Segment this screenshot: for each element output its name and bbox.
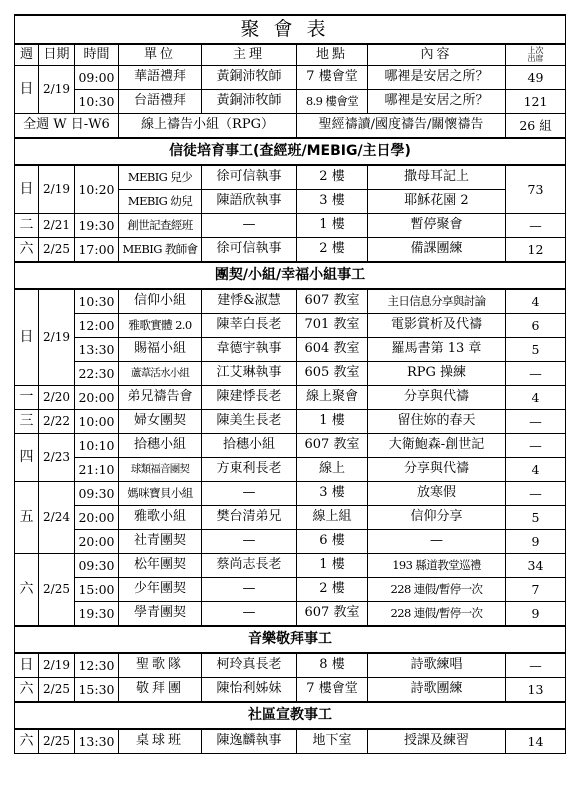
date-cell: 2/25 [39,238,75,263]
schedule-sheet [14,14,565,754]
place-cell: 2 樓 [297,578,368,602]
place-cell: 線上 [297,458,368,482]
unit-cell: 婦女團契 [119,410,202,434]
time-cell: 10:30 [75,90,119,114]
time-cell: 15:30 [75,678,119,703]
table-row [15,653,566,678]
unit-cell: 華語禮拜 [119,66,202,90]
attendance-cell: 7 [506,578,566,602]
day-cell: 六 [15,729,39,754]
content-cell: 信仰分享 [368,506,506,530]
section-row [15,138,566,165]
header-date: 日期 [39,44,75,66]
host-cell: 陳逸麟執事 [202,729,297,754]
attendance-cell: 49 [506,66,566,90]
section-education-heading: 信徒培育事工(查經班/MEBIG/主日學) [15,138,566,165]
place-cell: 8.9 樓會堂 [297,90,368,114]
place-cell: 地下室 [297,729,368,754]
content-cell: 放寒假 [368,482,506,506]
unit-cell: MEBIG 兒少 [119,165,202,190]
host-cell: 柯玲真長老 [202,653,297,678]
host-cell: 韋德宇執事 [202,338,297,362]
place-cell: 701 教室 [297,314,368,338]
attendance-cell: 9 [506,530,566,554]
unit-cell: 蘆葦活水小組 [119,362,202,386]
host-cell: — [202,214,297,238]
weekly-unit-cell: 線上禱告小組（RPG） [119,114,297,139]
date-cell: 2/21 [39,214,75,238]
content-cell: RPG 操練 [368,362,506,386]
table-row [15,602,566,627]
place-cell: 1 樓 [297,214,368,238]
time-cell: 19:30 [75,214,119,238]
header-attendance: 上次 出席 [506,44,566,66]
host-cell: 徐可信執事 [202,238,297,263]
content-cell: 228 連假/暫停一次 [368,602,506,627]
attendance-cell: 121 [506,90,566,114]
date-cell: 2/20 [39,386,75,410]
place-cell: 3 樓 [297,190,368,214]
header-content: 內容 [368,44,506,66]
date-cell: 2/24 [39,482,75,554]
content-cell: 耶穌花園 2 [368,190,506,214]
attendance-cell: — [506,214,566,238]
time-cell: 09:00 [75,66,119,90]
time-cell: 20:00 [75,530,119,554]
host-cell: 江艾琳執事 [202,362,297,386]
host-cell: 陳建悸長老 [202,386,297,410]
header-unit: 單位 [119,44,202,66]
unit-cell: 社青團契 [119,530,202,554]
time-cell: 21:10 [75,458,119,482]
date-cell: 2/22 [39,410,75,434]
place-cell: 607 教室 [297,434,368,458]
header-place: 地點 [297,44,368,66]
day-cell: 一 [15,386,39,410]
attendance-cell: 5 [506,506,566,530]
table-row [15,289,566,314]
place-cell: 7 樓會堂 [297,678,368,703]
section-music-heading: 音樂敬拜事工 [15,626,566,653]
unit-cell: 聖歌隊 [119,653,202,678]
unit-cell: 創世記查經班 [119,214,202,238]
attendance-cell: — [506,482,566,506]
table-row [15,386,566,410]
header-host: 主理 [202,44,297,66]
time-cell: 12:00 [75,314,119,338]
host-cell: 黃銅沛牧師 [202,90,297,114]
attendance-cell: 9 [506,602,566,627]
host-cell: — [202,530,297,554]
table-row [15,338,566,362]
table-row [15,165,566,190]
place-cell: 線上組 [297,506,368,530]
place-cell: 607 教室 [297,289,368,314]
day-cell: 五 [15,482,39,554]
unit-cell: 雅歌小組 [119,506,202,530]
unit-cell: 少年團契 [119,578,202,602]
unit-cell: 賜福小組 [119,338,202,362]
time-cell: 17:00 [75,238,119,263]
table-row [15,434,566,458]
time-cell: 20:00 [75,386,119,410]
content-cell: 哪裡是安居之所？ [368,90,506,114]
content-cell: 授課及練習 [368,729,506,754]
host-cell: 陳莘白長老 [202,314,297,338]
place-cell: 1 樓 [297,554,368,578]
table-row [15,530,566,554]
unit-cell: 敬拜團 [119,678,202,703]
host-cell: 徐可信執事 [202,165,297,190]
host-cell: — [202,602,297,627]
table-row [15,114,566,139]
content-cell: 羅馬書第 13 章 [368,338,506,362]
time-cell: 12:30 [75,653,119,678]
table-row [15,238,566,263]
content-cell: 詩歌練唱 [368,653,506,678]
attendance-cell: — [506,653,566,678]
table-row [15,482,566,506]
attendance-cell: 73 [506,165,566,214]
table-row [15,90,566,114]
attendance-cell: 34 [506,554,566,578]
day-cell: 日 [15,653,39,678]
time-cell: 13:30 [75,729,119,754]
content-cell: 暫停聚會 [368,214,506,238]
section-row [15,702,566,729]
table-row [15,66,566,90]
section-row [15,262,566,289]
place-cell: 605 教室 [297,362,368,386]
attendance-cell: 5 [506,338,566,362]
day-cell: 日 [15,66,39,114]
section-community-heading: 社區宣教事工 [15,702,566,729]
attendance-cell: — [506,434,566,458]
place-cell: 604 教室 [297,338,368,362]
unit-cell: 球類福音團契 [119,458,202,482]
header-row [15,44,566,66]
weekly-when-cell: 全週 W 日-W6 [15,114,119,139]
time-cell: 20:00 [75,506,119,530]
table-row [15,458,566,482]
unit-cell: 雅歌實體 2.0 [119,314,202,338]
host-cell: 陳怡利姊妹 [202,678,297,703]
meeting-table [14,14,566,754]
content-cell: 撒母耳記上 [368,165,506,190]
time-cell: 10:00 [75,410,119,434]
place-cell: 7 樓會堂 [297,66,368,90]
host-cell: 陳美生長老 [202,410,297,434]
host-cell: 建悸&淑慧 [202,289,297,314]
time-cell: 15:00 [75,578,119,602]
time-cell: 09:30 [75,482,119,506]
table-row [15,678,566,703]
day-cell: 四 [15,434,39,482]
content-cell: 228 連假/暫停一次 [368,578,506,602]
place-cell: 線上聚會 [297,386,368,410]
unit-cell: 拾穗小組 [119,434,202,458]
host-cell: — [202,482,297,506]
table-row [15,410,566,434]
weekly-content-cell: 聖經禱讀/國度禱告/關懷禱告 [297,114,506,139]
host-cell: 陳語欣執事 [202,190,297,214]
time-cell: 13:30 [75,338,119,362]
place-cell: 8 樓 [297,653,368,678]
time-cell: 22:30 [75,362,119,386]
unit-cell: 松年團契 [119,554,202,578]
host-cell: 蔡尚志長老 [202,554,297,578]
time-cell: 10:10 [75,434,119,458]
time-cell: 10:20 [75,165,119,214]
time-cell: 10:30 [75,289,119,314]
host-cell: 拾穗小組 [202,434,297,458]
date-cell: 2/25 [39,678,75,703]
place-cell: 2 樓 [297,238,368,263]
attendance-cell: 14 [506,729,566,754]
table-row [15,314,566,338]
content-cell: — [368,530,506,554]
place-cell: 2 樓 [297,165,368,190]
attendance-cell: 4 [506,386,566,410]
date-cell: 2/19 [39,653,75,678]
unit-cell: 信仰小組 [119,289,202,314]
time-cell: 19:30 [75,602,119,627]
day-cell: 三 [15,410,39,434]
table-row [15,729,566,754]
content-cell: 哪裡是安居之所？ [368,66,506,90]
table-row [15,578,566,602]
attendance-cell: — [506,362,566,386]
table-row [15,214,566,238]
content-cell: 分享與代禱 [368,386,506,410]
content-cell: 留住妳的春天 [368,410,506,434]
content-cell: 分享與代禱 [368,458,506,482]
host-cell: — [202,578,297,602]
header-day: 週 [15,44,39,66]
place-cell: 607 教室 [297,602,368,627]
place-cell: 1 樓 [297,410,368,434]
unit-cell: 台語禮拜 [119,90,202,114]
host-cell: 樊台清弟兄 [202,506,297,530]
day-cell: 六 [15,238,39,263]
section-row [15,626,566,653]
day-cell: 六 [15,678,39,703]
unit-cell: 桌球班 [119,729,202,754]
content-cell: 電影賞析及代禱 [368,314,506,338]
date-cell: 2/23 [39,434,75,482]
attendance-cell: 4 [506,289,566,314]
unit-cell: MEBIG 幼兒 [119,190,202,214]
host-cell: 黃銅沛牧師 [202,66,297,90]
attendance-cell: 13 [506,678,566,703]
date-cell: 2/19 [39,66,75,114]
day-cell: 六 [15,554,39,627]
attendance-cell: 26 組 [506,114,566,139]
day-cell: 日 [15,289,39,386]
table-row [15,362,566,386]
date-cell: 2/25 [39,729,75,754]
content-cell: 備課團練 [368,238,506,263]
unit-cell: 弟兄禱告會 [119,386,202,410]
title-row [15,15,566,44]
unit-cell: 媽咪寶貝小組 [119,482,202,506]
date-cell: 2/19 [39,289,75,386]
place-cell: 3 樓 [297,482,368,506]
attendance-cell: 12 [506,238,566,263]
date-cell: 2/19 [39,165,75,214]
content-cell: 193 縣道教堂巡禮 [368,554,506,578]
attendance-cell: 4 [506,458,566,482]
header-time: 時間 [75,44,119,66]
attendance-cell: 6 [506,314,566,338]
day-cell: 日 [15,165,39,214]
content-cell: 詩歌團練 [368,678,506,703]
attendance-cell: — [506,410,566,434]
table-row [15,554,566,578]
content-cell: 主日信息分享與討論 [368,289,506,314]
section-fellowship-heading: 團契/小組/幸福小組事工 [15,262,566,289]
unit-cell: MEBIG 教師會 [119,238,202,263]
day-cell: 二 [15,214,39,238]
content-cell: 大衛鮑森-創世記 [368,434,506,458]
host-cell: 方東利長老 [202,458,297,482]
unit-cell: 學青團契 [119,602,202,627]
place-cell: 6 樓 [297,530,368,554]
date-cell: 2/25 [39,554,75,627]
table-row [15,506,566,530]
time-cell: 09:30 [75,554,119,578]
page-title: 聚會表 [15,15,566,44]
